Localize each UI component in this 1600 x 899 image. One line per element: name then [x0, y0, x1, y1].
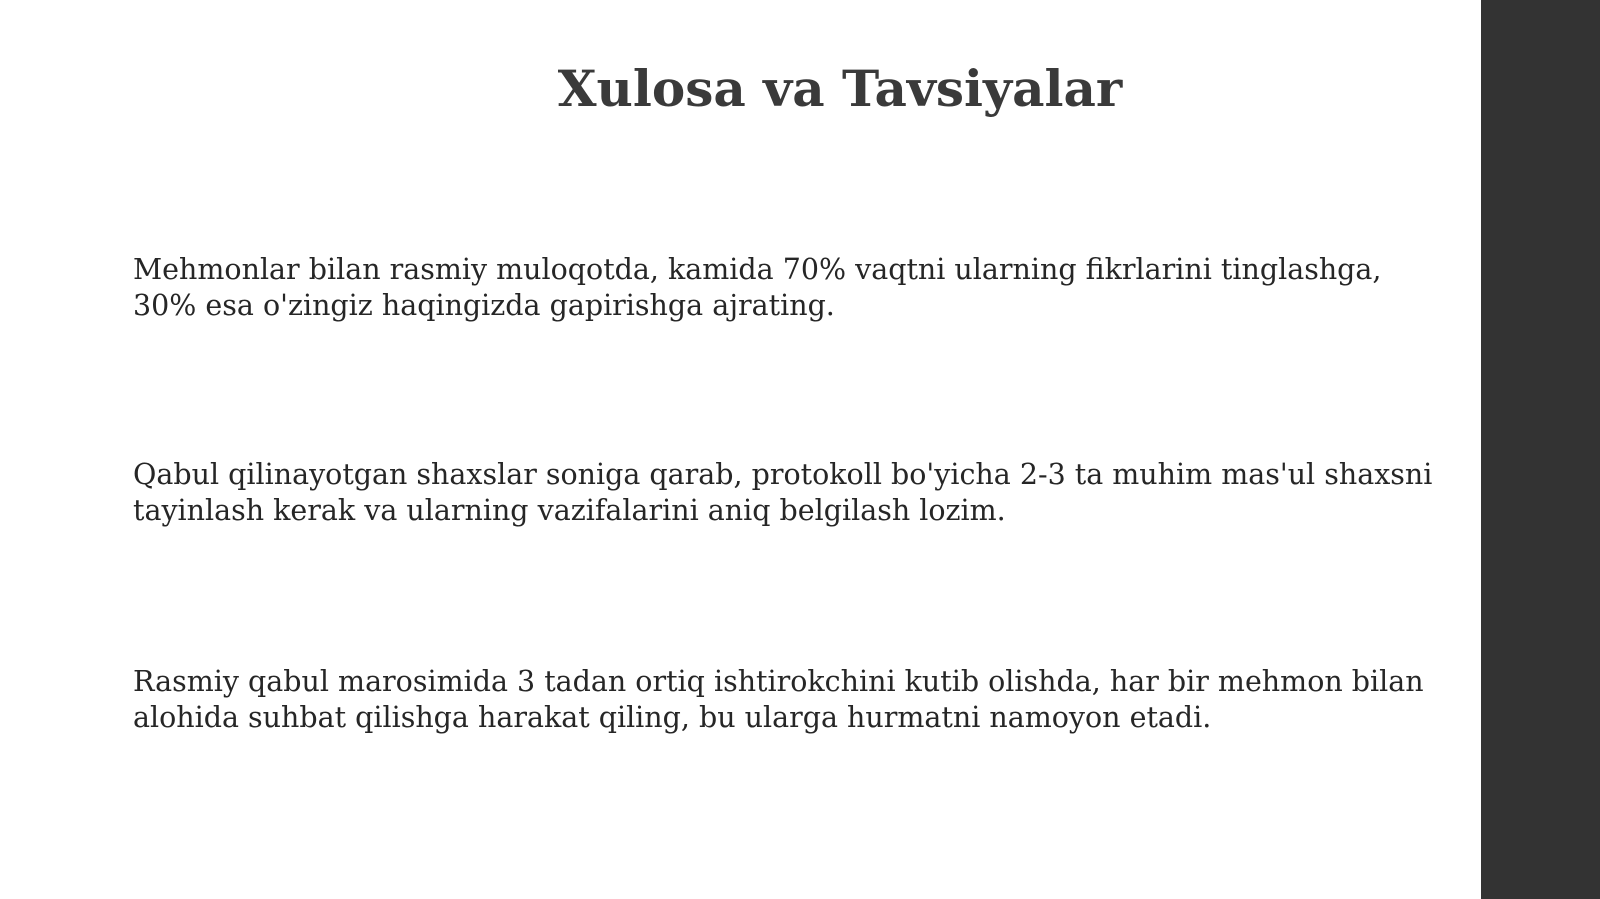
recommendation-paragraph-2: Qabul qilinayotgan shaxslar soniga qarab, protokoll bo'yicha 2-3 ta muhim mas'ul shaxsni tayinlash kerak va ularning vazifalarini aniq belgilash lozim. [133, 458, 1433, 527]
decorative-side-bar [1481, 0, 1600, 899]
recommendation-paragraph-1: Mehmonlar bilan rasmiy muloqotda, kamida 70% vaqtni ularning fikrlarini tinglashga, 30% esa o'zingiz haqingizda gapirishga ajrating. [133, 253, 1382, 322]
slide-title: Xulosa va Tavsiyalar [557, 59, 1123, 118]
recommendation-paragraph-3: Rasmiy qabul marosimida 3 tadan ortiq ishtirokchini kutib olishda, har bir mehmon bilan alohida suhbat qilishga harakat qiling, bu ularga hurmatni namoyon etadi. [133, 665, 1424, 734]
